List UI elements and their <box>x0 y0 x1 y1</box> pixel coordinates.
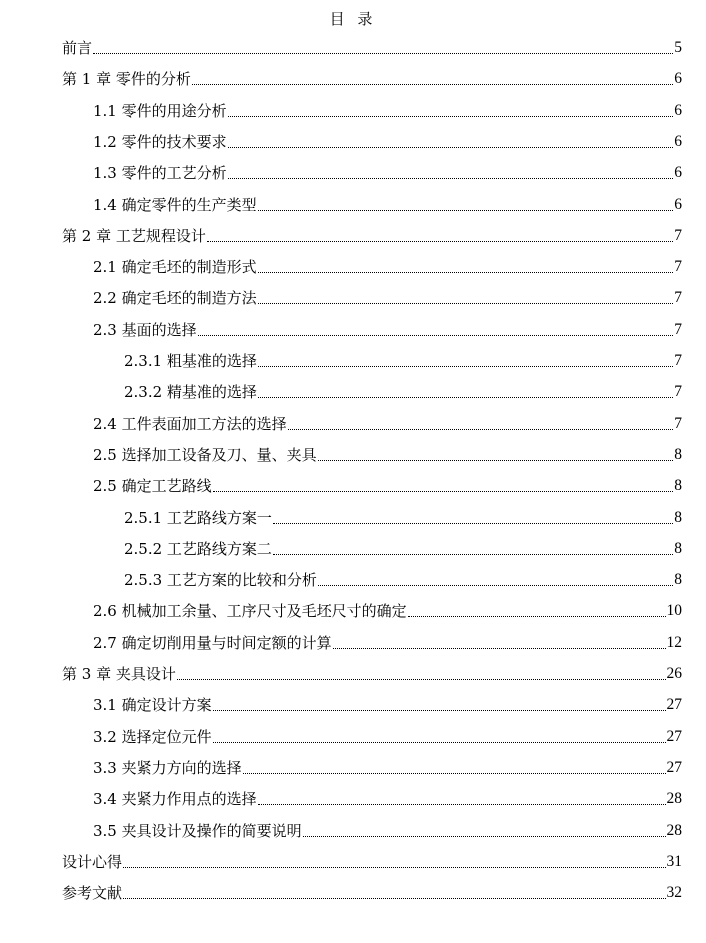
toc-entry-page-number: 6 <box>674 132 682 150</box>
toc-entry[interactable] <box>93 249 682 277</box>
toc-entry-page-number: 7 <box>674 414 682 432</box>
dot-leader <box>213 742 666 743</box>
toc-entry[interactable] <box>93 280 682 308</box>
toc-entry-page-number: 27 <box>666 696 682 714</box>
toc-entry-label: 2.1 确定毛坯的制造形式 <box>93 258 257 277</box>
dot-leader <box>213 710 666 711</box>
toc-entry[interactable] <box>124 500 682 528</box>
toc-entry-label: 第 1 章 零件的分析 <box>62 70 191 89</box>
toc-entry-page-number: 7 <box>674 383 682 401</box>
toc-entry[interactable] <box>62 218 682 246</box>
toc-entry-label: 2.5 选择加工设备及刀、量、夹具 <box>93 445 317 464</box>
toc-entry[interactable] <box>93 719 682 747</box>
toc-entry[interactable] <box>93 781 682 809</box>
toc-entry-label: 2.5.1 工艺路线方案一 <box>124 508 272 527</box>
dot-leader <box>288 429 674 430</box>
dot-leader <box>198 335 674 336</box>
toc-entry-label: 3.4 夹紧力作用点的选择 <box>93 790 257 809</box>
toc-entry-label: 2.4 工件表面加工方法的选择 <box>93 414 287 433</box>
toc-entry-label: 3.1 确定设计方案 <box>93 696 212 715</box>
toc-entry-page-number: 28 <box>666 790 682 808</box>
toc-entry[interactable] <box>62 875 682 903</box>
dot-leader <box>123 898 665 899</box>
dot-leader <box>273 523 673 524</box>
toc-entry-page-number: 8 <box>674 571 682 589</box>
dot-leader <box>207 241 673 242</box>
toc-entry-page-number: 7 <box>674 289 682 307</box>
toc-entry[interactable] <box>93 625 682 653</box>
toc-entry-label: 2.7 确定切削用量与时间定额的计算 <box>93 633 332 652</box>
toc-entry-label: 2.3.1 粗基准的选择 <box>124 352 257 370</box>
dot-leader <box>258 397 673 398</box>
toc-entry-page-number: 8 <box>674 477 682 495</box>
toc-entry-label: 2.3 基面的选择 <box>93 320 197 339</box>
toc-entry[interactable] <box>62 656 682 684</box>
toc-entry-label: 参考文献 <box>62 884 123 903</box>
toc-entry[interactable] <box>93 593 682 621</box>
dot-leader <box>228 116 674 117</box>
toc-entry-label: 2.5 确定工艺路线 <box>93 477 212 496</box>
toc-entry-label: 1.2 零件的技术要求 <box>93 132 227 151</box>
dot-leader <box>408 616 666 617</box>
toc-entry-page-number: 8 <box>674 508 682 526</box>
toc-entry-label: 2.5.3 工艺方案的比较和分析 <box>124 571 317 590</box>
toc-entry-page-number: 8 <box>674 445 682 463</box>
toc-entry[interactable] <box>93 187 682 215</box>
toc-entry-label: 3.5 夹具设计及操作的简要说明 <box>93 821 302 840</box>
toc-entry[interactable] <box>93 687 682 715</box>
toc-entry-page-number: 10 <box>666 602 682 620</box>
toc-entry[interactable] <box>124 374 682 402</box>
toc-entry-page-number: 7 <box>674 226 682 244</box>
toc-entry-page-number: 7 <box>674 352 682 369</box>
dot-leader <box>228 147 674 148</box>
toc-entry[interactable] <box>93 468 682 496</box>
toc-entry-page-number: 6 <box>674 101 682 119</box>
toc-entry[interactable] <box>124 531 682 559</box>
dot-leader <box>258 303 674 304</box>
toc-entry-page-number: 12 <box>666 633 682 651</box>
dot-leader <box>123 867 665 868</box>
dot-leader <box>303 836 666 837</box>
dot-leader <box>258 804 666 805</box>
toc-entry[interactable] <box>124 343 682 371</box>
toc-entry[interactable] <box>62 844 682 872</box>
toc-entry-page-number: 8 <box>674 539 682 557</box>
toc-entry[interactable] <box>93 124 682 152</box>
toc-entry-page-number: 6 <box>674 70 682 88</box>
toc-entry-page-number: 6 <box>674 164 682 182</box>
dot-leader <box>258 366 673 367</box>
toc-entry-page-number: 7 <box>674 320 682 338</box>
toc-entry-label: 第 2 章 工艺规程设计 <box>62 226 206 245</box>
dot-leader <box>258 210 674 211</box>
toc-entry-page-number: 6 <box>674 195 682 213</box>
dot-leader <box>333 648 666 649</box>
toc-entry-label: 2.3.2 精基准的选择 <box>124 383 257 402</box>
dot-leader <box>318 460 674 461</box>
toc-entry-label: 2.5.2 工艺路线方案二 <box>124 539 272 558</box>
toc-entry-page-number: 32 <box>666 884 682 902</box>
dot-leader <box>228 178 674 179</box>
toc-entry-label: 3.2 选择定位元件 <box>93 727 212 746</box>
toc-entry-page-number: 28 <box>666 821 682 839</box>
toc-entry-label: 1.4 确定零件的生产类型 <box>93 195 257 214</box>
toc-entry-label: 设计心得 <box>62 852 123 871</box>
dot-leader <box>177 679 666 680</box>
dot-leader <box>192 84 673 85</box>
toc-entry-label: 2.2 确定毛坯的制造方法 <box>93 289 257 308</box>
toc-entry[interactable] <box>93 93 682 121</box>
toc-entry-page-number: 27 <box>666 727 682 745</box>
toc-entry-label: 前言 <box>62 39 93 57</box>
toc-entry[interactable] <box>93 437 682 465</box>
toc-entry-label: 1.1 零件的用途分析 <box>93 101 227 120</box>
toc-entry-page-number: 27 <box>666 758 682 776</box>
toc-entry[interactable] <box>93 750 682 778</box>
dot-leader <box>93 53 673 54</box>
toc-entry-page-number: 5 <box>674 39 682 56</box>
toc-entry[interactable] <box>93 155 682 183</box>
toc-entry-label: 2.6 机械加工余量、工序尺寸及毛坯尺寸的确定 <box>93 602 407 621</box>
toc-entry-label: 3.3 夹紧力方向的选择 <box>93 758 242 777</box>
toc-entry[interactable] <box>124 562 682 590</box>
toc-entry[interactable] <box>93 312 682 340</box>
toc-entry-page-number: 26 <box>666 665 682 682</box>
toc-title: 目 录 <box>329 10 377 28</box>
toc-entry[interactable] <box>93 406 682 434</box>
dot-leader <box>273 554 673 555</box>
dot-leader <box>258 272 674 273</box>
toc-entry[interactable] <box>62 30 682 58</box>
toc-entry-label: 1.3 零件的工艺分析 <box>93 164 227 183</box>
toc-entry[interactable] <box>93 813 682 841</box>
dot-leader <box>243 773 666 774</box>
toc-entry-page-number: 31 <box>666 852 682 870</box>
dot-leader <box>318 585 673 586</box>
toc-entry-page-number: 7 <box>674 258 682 276</box>
toc-entry[interactable] <box>62 61 682 89</box>
dot-leader <box>213 491 674 492</box>
toc-entry-label: 第 3 章 夹具设计 <box>62 665 176 683</box>
